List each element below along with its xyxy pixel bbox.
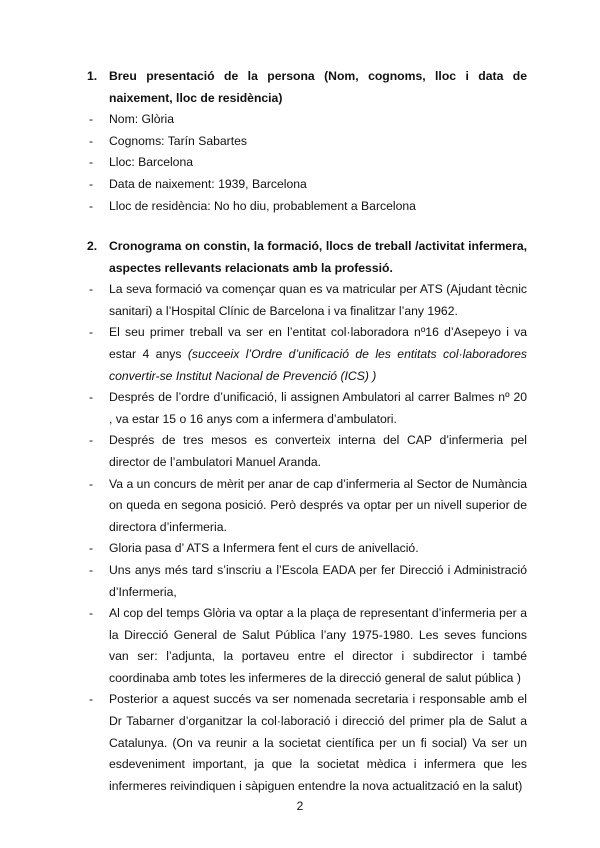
list-item — [87, 322, 527, 387]
list-item-text: Cognoms: Tarín Sabartes — [109, 133, 247, 148]
list-dash: - — [89, 562, 94, 577]
list-item-text: La seva formació va començar quan es va matricular per ATS (Ajudant tècnic sanitari) a l’Hospital Clínic de Barcelona i va finalitzar l’any 1962. — [109, 282, 527, 318]
list-dash: - — [89, 606, 94, 621]
list-item — [87, 387, 527, 430]
list-item-text: Al cop del temps Glòria va optar a la plaça de representant d’infermeria per a la Direcció General de Salut Pública l’any 1975-1980. Les seves funcions van ser: l’adjunta, la portaveu entre el director i subdirector i també coordinaba amb totes les infermeres de la direcció general de salut pública ) — [109, 606, 527, 685]
list-item-text: Posterior a aquest succés va ser nomenada secretaria i responsable amb el Dr Tabarner d’organitzar la col·laboració i direcció del primer pla de Salut a Catalunya. (On va reunir a la societat científica per un fi social) Va ser un esdeveniment important, ja que la societat mèdica i infermera que les infermeres reivindiquen i sàpiguen entendre la nova actualització en la salut) — [109, 692, 527, 793]
section-1-heading — [87, 66, 527, 109]
list-dash: - — [89, 112, 94, 127]
section-1-list — [87, 109, 527, 217]
section-2-list — [87, 279, 527, 797]
section-1 — [87, 66, 527, 217]
list-item — [87, 430, 527, 473]
italic-note: (succeeix l’Ordre d’unificació de les entitats col·laboradores convertir-se Institut Nacional de Prevenció (ICS) ) — [109, 346, 527, 383]
list-item — [87, 560, 527, 603]
list-item-text: Data de naixement: 1939, Barcelona — [109, 176, 307, 191]
list-item-text: Lloc: Barcelona — [109, 155, 194, 170]
list-dash: - — [89, 282, 94, 297]
list-dash: - — [89, 198, 94, 213]
list-item-text: Després de l’ordre d’unificació, li assignen Ambulatori al carrer Balmes nº 20 , va estar 15 o 16 anys com a infermera d’ambulatori. — [109, 390, 527, 426]
section-2-heading — [87, 236, 527, 279]
list-item-text: Després de tres mesos es converteix interna del CAP d’infermeria pel director de l’ambulatori Manuel Aranda. — [109, 433, 527, 469]
section-1-number: 1. — [87, 69, 98, 83]
list-item — [87, 538, 527, 560]
list-item — [87, 131, 527, 153]
list-dash: - — [89, 325, 94, 340]
list-item-text: Va a un concurs de mèrit per anar de cap d’infermeria al Sector de Numància on queda en segona posició. Però després va optar per un nivell superior de directora d’infermeria. — [109, 476, 527, 534]
section-2-number: 2. — [87, 239, 98, 253]
section-1-title: Breu presentació de la persona (Nom, cognoms, lloc i data de naixement, lloc de residència) — [109, 69, 527, 105]
section-2-title: Cronograma on constin, la formació, llocs de treball /activitat infermera, aspectes rellevants relacionats amb la professió. — [109, 239, 527, 275]
section-2 — [87, 236, 527, 797]
list-item — [87, 689, 527, 797]
list-dash: - — [89, 390, 94, 405]
list-item — [87, 109, 527, 131]
list-item — [87, 152, 527, 174]
list-item-text: Nom: Glòria — [109, 112, 175, 127]
list-item-text: Uns anys més tard s’inscriu a l’Escola EADA per fer Direcció i Administració d’Infermeria, — [109, 562, 527, 599]
list-dash: - — [89, 541, 94, 556]
list-item — [87, 474, 527, 539]
list-dash: - — [89, 155, 94, 170]
list-dash: - — [89, 433, 94, 448]
list-item — [87, 603, 527, 689]
list-item-text: Gloria pasa d’ ATS a Infermera fent el curs de anivellació. — [109, 541, 419, 556]
page-number: 2 — [296, 799, 304, 813]
list-dash: - — [89, 476, 94, 491]
list-item — [87, 174, 527, 196]
list-item — [87, 279, 527, 322]
list-dash: - — [89, 176, 94, 191]
list-item — [87, 196, 527, 218]
list-item-text: El seu primer treball va ser en l’entitat col·laboradora nº16 d’Asepeyo i va estar 4 anys (succeeix l’Ordre d’unificació de les entitats col·laboradores convertir-se Institut Nacional de Prevenció (ICS) ) — [109, 325, 527, 383]
list-dash: - — [89, 692, 94, 707]
list-dash: - — [89, 133, 94, 148]
list-item-text: Lloc de residència: No ho diu, probablement a Barcelona — [109, 198, 416, 213]
